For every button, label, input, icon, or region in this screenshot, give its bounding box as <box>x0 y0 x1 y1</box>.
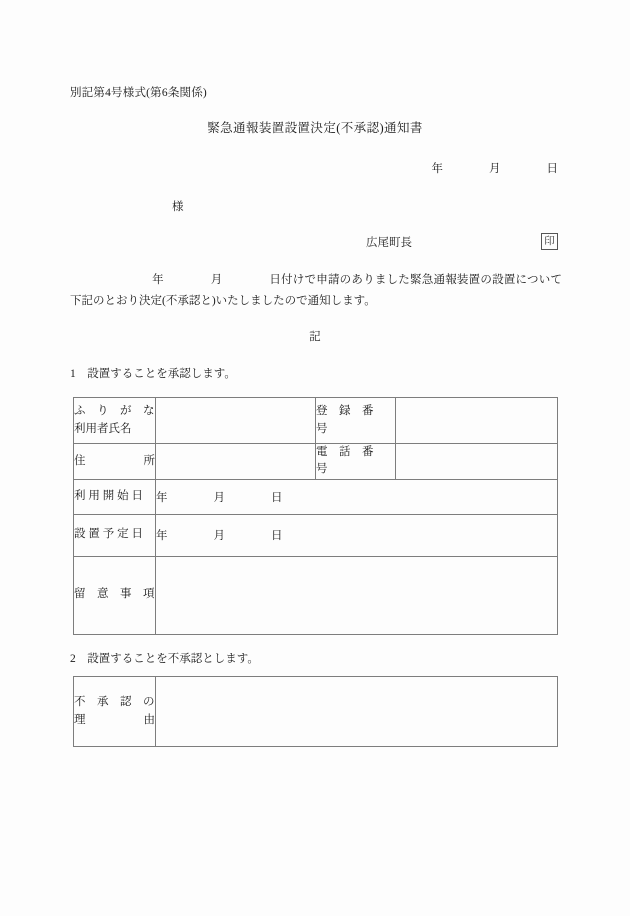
notes-value[interactable] <box>156 556 558 634</box>
phone-number-value[interactable] <box>396 444 558 480</box>
address-label-right: 所 <box>143 454 155 467</box>
addressee-honorific: 様 <box>172 201 184 213</box>
table-row <box>74 556 558 634</box>
form-number: 別記第4号様式(第6条関係) <box>70 87 207 99</box>
issue-date-line: 年 月 日 <box>431 163 558 175</box>
row-label-install-date: 設 置 予 定 日 <box>74 514 156 556</box>
row-label-start-date: 利 用 開 始 日 <box>74 479 156 514</box>
furigana-label: ふ り が な <box>74 405 155 418</box>
body-paragraph: 年 月 日付けで申請のありました緊急通報装置の設置について下記のとおり決定(不承認と)いたしましたので通知します。 <box>70 274 562 308</box>
row-label-user-name <box>74 398 156 444</box>
document-title: 緊急通報装置設置決定(不承認)通知書 <box>207 121 423 135</box>
start-date-value[interactable]: 年 月 日 <box>156 479 558 514</box>
issuer-row <box>366 233 558 250</box>
rejection-label-bottom <box>74 712 155 730</box>
issuer-name: 広尾町長 <box>366 236 412 249</box>
registration-number-value[interactable] <box>396 398 558 444</box>
rejection-reason-value[interactable] <box>156 677 558 747</box>
table-row <box>74 514 558 556</box>
table-row <box>74 398 558 444</box>
user-name-label: 利用者氏名 <box>74 422 132 435</box>
user-name-value[interactable] <box>156 398 316 444</box>
ki-mark: 記 <box>309 331 321 343</box>
row-label-notes: 留 意 事 項 <box>74 556 156 634</box>
row-label-address <box>74 444 156 480</box>
install-date-value[interactable]: 年 月 日 <box>156 514 558 556</box>
seal-icon: 印 <box>541 233 558 250</box>
row-label-registration-number: 登 録 番 号 <box>316 398 396 444</box>
row-label-rejection-reason <box>74 677 156 747</box>
approval-details-table <box>73 397 558 635</box>
rejection-label-bottom-right: 由 <box>143 713 155 726</box>
table-row <box>74 677 558 747</box>
section-2-label: 2 設置することを不承認とします。 <box>70 653 259 665</box>
table-row <box>74 479 558 514</box>
rejection-reason-table <box>73 676 558 747</box>
address-value[interactable] <box>156 444 316 480</box>
rejection-label-bottom-left: 理 <box>74 713 86 726</box>
section-1-label: 1 設置することを承認します。 <box>70 368 236 380</box>
rejection-label-top: 不 承 認 の <box>74 695 155 708</box>
table-row <box>74 444 558 480</box>
address-label-left: 住 <box>74 454 86 467</box>
row-label-phone-number: 電 話 番 号 <box>316 444 396 480</box>
